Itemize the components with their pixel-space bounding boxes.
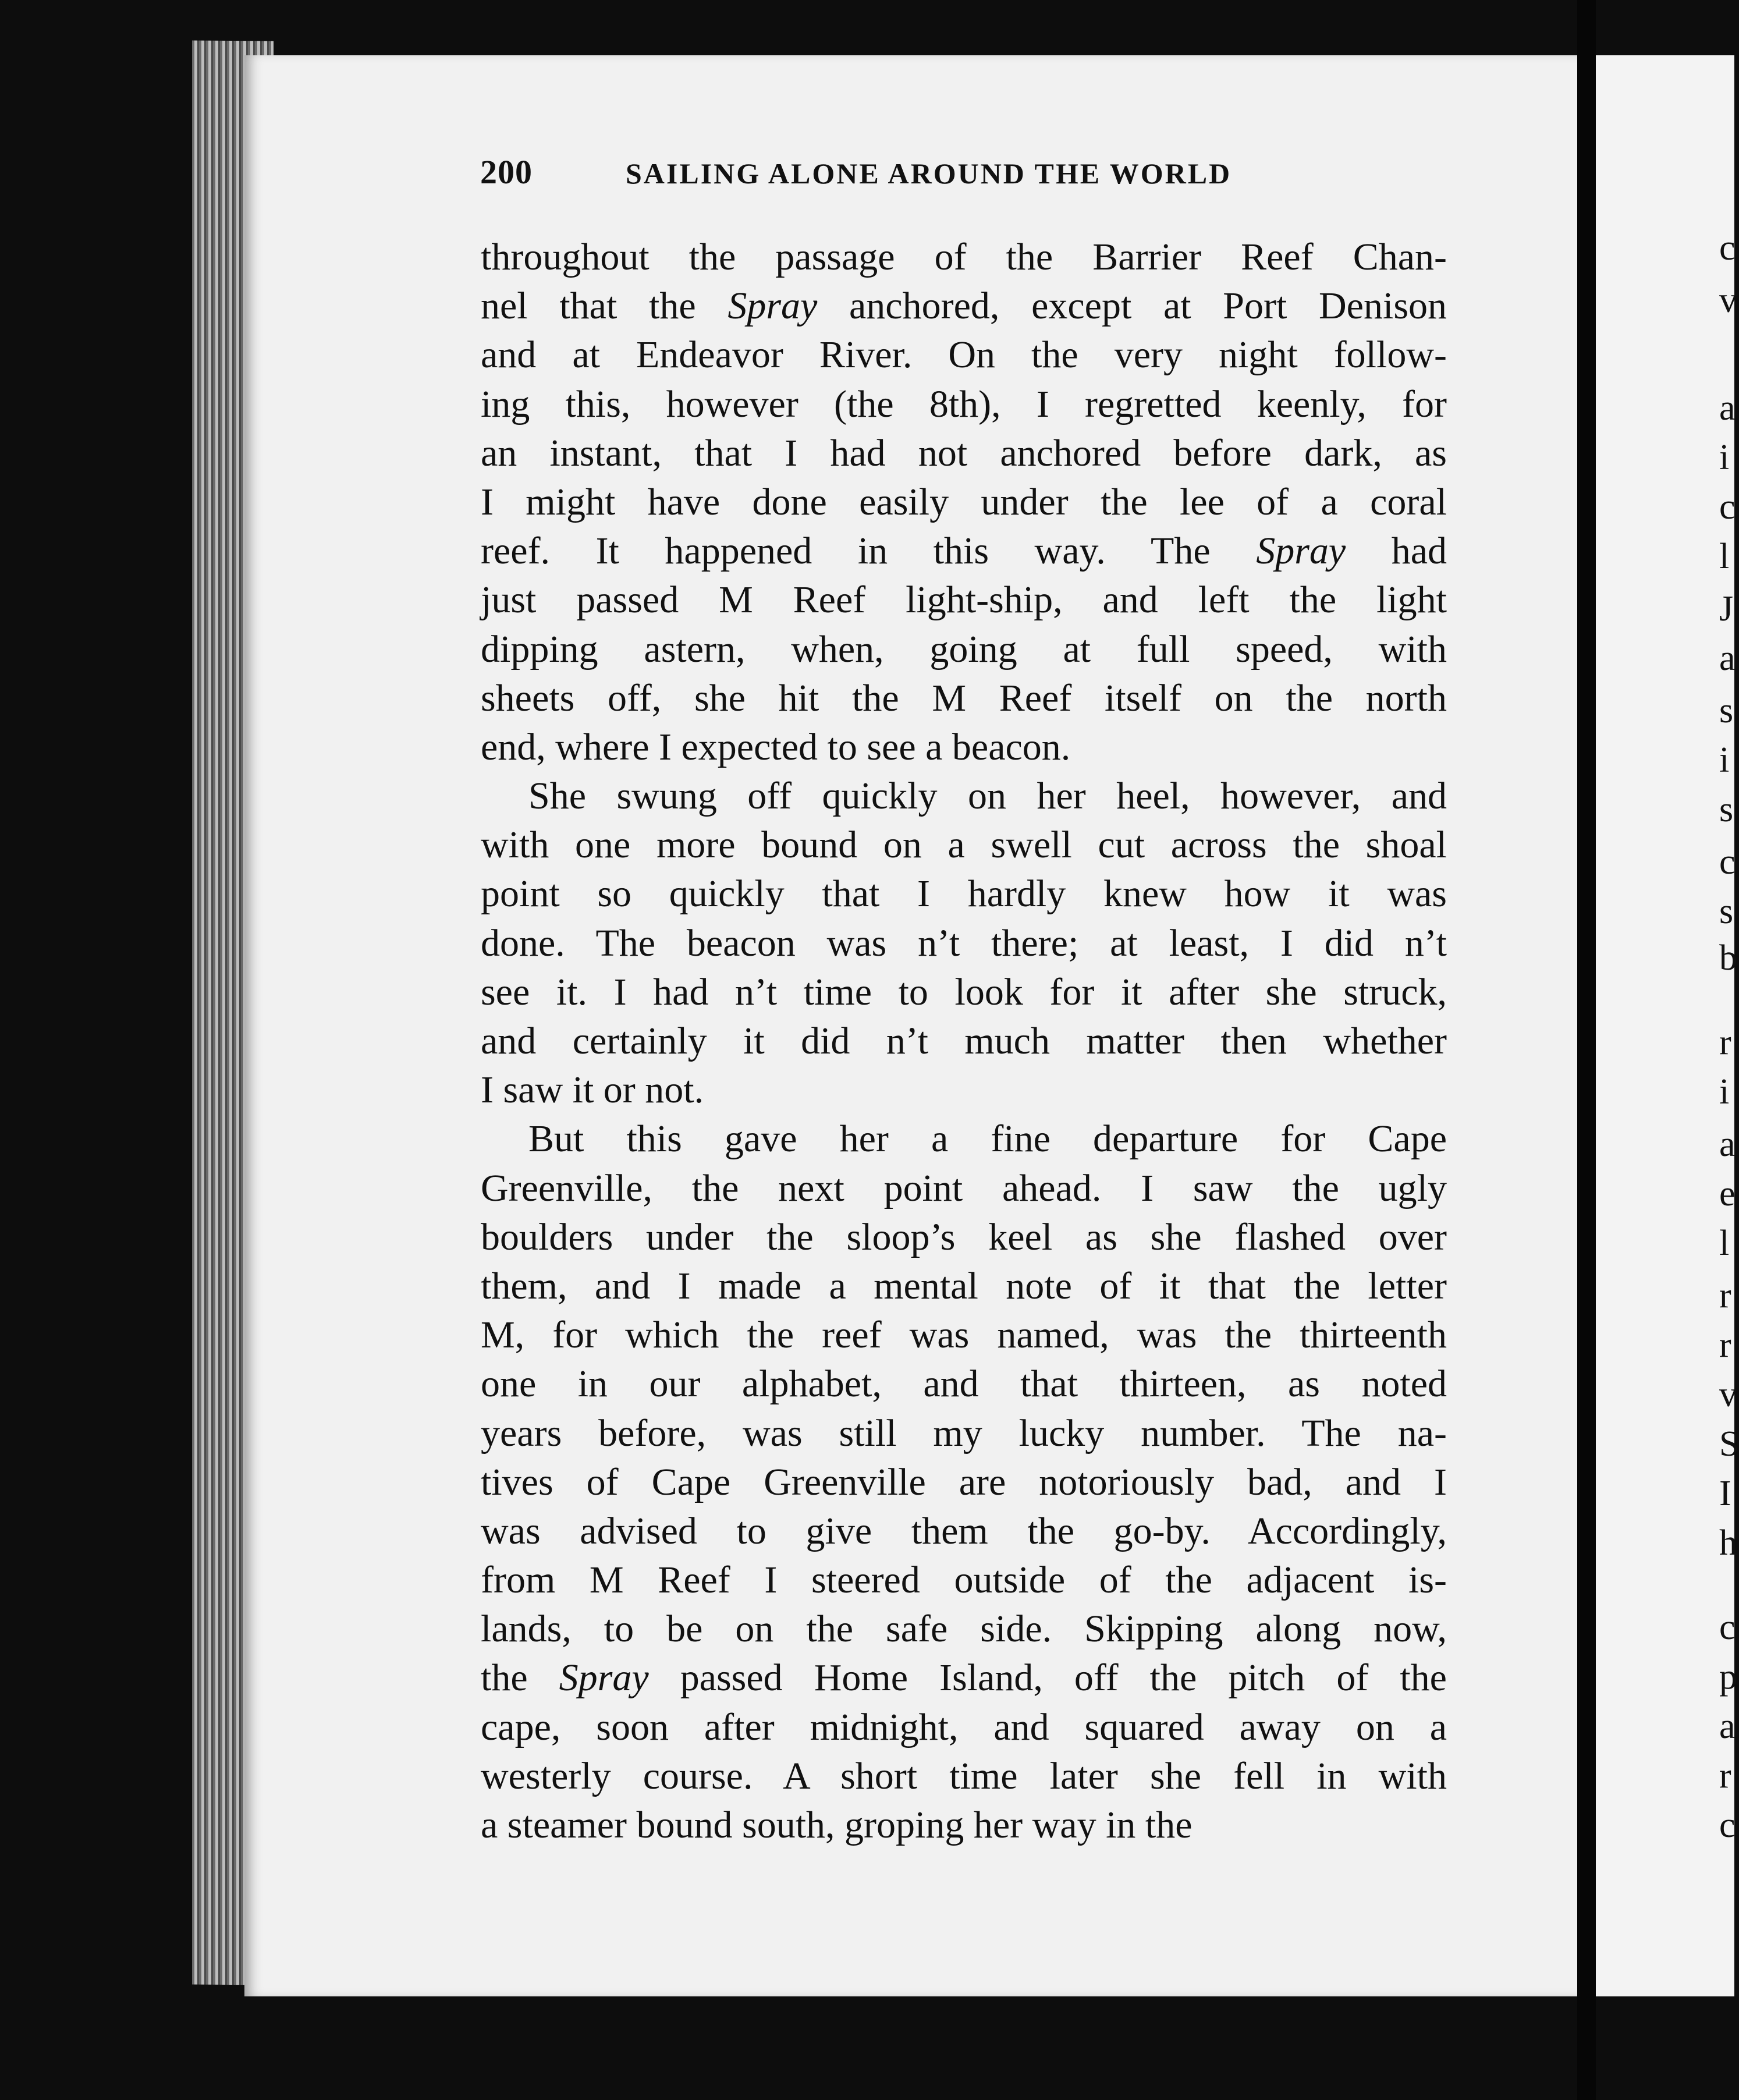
text-line xyxy=(481,527,1447,576)
text-run: the xyxy=(481,1656,559,1700)
text-run: I saw it or not. xyxy=(481,1069,704,1112)
text-line xyxy=(481,1066,1447,1115)
facing-page-glyph: i xyxy=(1719,1072,1730,1112)
facing-page-glyph: a xyxy=(1719,1125,1736,1164)
facing-page-glyph: e xyxy=(1719,1174,1736,1214)
text-run: them, and I made a mental note of it that the letter xyxy=(481,1264,1447,1307)
text-run: westerly course. A short time later she fell in with xyxy=(481,1754,1447,1797)
facing-page-glyph: a xyxy=(1719,388,1736,428)
facing-page-glyph: c xyxy=(1719,228,1736,268)
text-line xyxy=(481,478,1447,527)
text-line xyxy=(481,1311,1447,1360)
text-line xyxy=(481,821,1447,870)
text-line xyxy=(481,1654,1447,1702)
facing-page-glyph: h xyxy=(1719,1523,1737,1563)
text-run: ing this, however (the 8th), I regretted keenly, for xyxy=(481,382,1447,425)
text-run: passed Home Island, off the pitch of the xyxy=(648,1656,1447,1700)
text-line xyxy=(481,429,1447,478)
text-line xyxy=(481,1605,1447,1654)
text-line xyxy=(481,576,1447,625)
text-run: Greenville, the next point ahead. I saw the ugly xyxy=(481,1166,1447,1209)
text-run: tives of Cape Greenville are notoriously bad, and I xyxy=(481,1460,1447,1503)
book-gutter xyxy=(1577,0,1596,2100)
text-line xyxy=(481,282,1447,331)
text-line xyxy=(481,1556,1447,1605)
text-run: and at Endeavor River. On the very night follow- xyxy=(481,334,1447,377)
facing-page-glyph: S xyxy=(1719,1424,1739,1464)
text-line xyxy=(481,380,1447,429)
text-line xyxy=(481,1115,1447,1163)
text-run: cape, soon after midnight, and squared away on a xyxy=(481,1705,1447,1748)
body-text xyxy=(481,233,1447,1850)
facing-page-glyph: I xyxy=(1719,1474,1731,1513)
paragraph xyxy=(481,233,1447,772)
text-line xyxy=(481,723,1447,772)
facing-page-glyph: p xyxy=(1719,1657,1737,1697)
text-line xyxy=(481,870,1447,918)
facing-page-glyph: r xyxy=(1719,1325,1731,1365)
text-run: dipping astern, when, going at full speed, with xyxy=(481,627,1447,671)
text-run: end, where I expected to see a beacon. xyxy=(481,725,1071,768)
text-run: one in our alphabet, and that thirteen, as noted xyxy=(481,1363,1447,1406)
page-number: 200 xyxy=(480,153,533,191)
facing-page-glyph: r xyxy=(1719,1756,1731,1796)
facing-page-glyph: c xyxy=(1719,842,1736,882)
text-line xyxy=(481,919,1447,968)
text-line xyxy=(481,1213,1447,1262)
italic-ship-name: Spray xyxy=(559,1656,649,1700)
text-line xyxy=(481,674,1447,723)
text-run: I might have done easily under the lee of a coral xyxy=(481,480,1447,523)
text-run: just passed M Reef light-ship, and left the light xyxy=(481,579,1447,622)
facing-page-glyph: J xyxy=(1719,589,1734,629)
text-line xyxy=(481,968,1447,1017)
text-line xyxy=(481,1507,1447,1556)
facing-page-glyph: c xyxy=(1719,1608,1736,1647)
facing-page-glyph: c xyxy=(1719,1805,1736,1845)
text-run: boulders under the sloop’s keel as she flashed over xyxy=(481,1215,1447,1258)
paragraph xyxy=(481,772,1447,1115)
paragraph xyxy=(481,1115,1447,1850)
text-run: an instant, that I had not anchored before dark, as xyxy=(481,431,1447,474)
text-line xyxy=(481,1409,1447,1458)
facing-page-glyph: s xyxy=(1719,790,1734,829)
text-run: with one more bound on a swell cut across the shoal xyxy=(481,824,1447,867)
text-run: see it. I had n’t time to look for it after she struck, xyxy=(481,970,1447,1013)
text-run: She swung off quickly on her heel, however, and xyxy=(528,775,1447,818)
text-line xyxy=(481,233,1447,282)
text-line xyxy=(481,1017,1447,1066)
text-run: had xyxy=(1346,530,1447,573)
facing-page-glyph: c xyxy=(1719,487,1736,527)
text-line xyxy=(481,1752,1447,1801)
text-line xyxy=(481,772,1447,821)
running-head xyxy=(480,152,1289,191)
facing-page-glyph: i xyxy=(1719,740,1730,780)
italic-ship-name: Spray xyxy=(727,285,818,328)
text-run: from M Reef I steered outside of the adjacent is- xyxy=(481,1559,1447,1602)
facing-page-glyph: r xyxy=(1719,1276,1731,1315)
facing-page-glyph: b xyxy=(1719,938,1737,978)
text-line xyxy=(481,1262,1447,1311)
text-line xyxy=(481,1703,1447,1752)
text-line xyxy=(481,1458,1447,1507)
italic-ship-name: Spray xyxy=(1256,530,1346,573)
text-run: M, for which the reef was named, was the thirteenth xyxy=(481,1314,1447,1357)
facing-page-glyph: a xyxy=(1719,638,1736,678)
text-run: was advised to give them the go-by. Accordingly, xyxy=(481,1509,1447,1552)
facing-page-edge xyxy=(1596,55,1739,1996)
text-line xyxy=(481,1360,1447,1409)
facing-page-glyph: s xyxy=(1719,691,1734,730)
facing-page-glyph: s xyxy=(1719,892,1734,931)
facing-page-glyph: i xyxy=(1719,438,1730,477)
text-run: years before, was still my lucky number. The na- xyxy=(481,1411,1447,1455)
text-run: nel that the xyxy=(481,285,728,328)
text-line xyxy=(481,1164,1447,1213)
text-line xyxy=(481,331,1447,379)
text-run: anchored, except at Port Denison xyxy=(817,285,1447,328)
text-line xyxy=(481,625,1447,674)
facing-page-glyph: l xyxy=(1719,537,1730,576)
text-run: point so quickly that I hardly knew how it was xyxy=(481,872,1447,916)
text-line xyxy=(481,1801,1447,1850)
facing-page-glyph: a xyxy=(1719,1707,1736,1746)
text-run: sheets off, she hit the M Reef itself on the north xyxy=(481,676,1447,719)
facing-page-glyph: r xyxy=(1719,1023,1731,1062)
text-run: lands, to be on the safe side. Skipping along now, xyxy=(481,1608,1447,1651)
text-run: reef. It happened in this way. The xyxy=(481,530,1257,573)
running-head-title: SAILING ALONE AROUND THE WORLD xyxy=(626,157,1232,190)
text-run: and certainly it did n’t much matter then whether xyxy=(481,1020,1447,1062)
text-run: throughout the passage of the Barrier Reef Chan- xyxy=(481,236,1447,278)
facing-page-glyph: v xyxy=(1719,1375,1737,1414)
text-run: done. The beacon was n’t there; at least, I did n’t xyxy=(481,921,1447,964)
text-run: But this gave her a fine departure for Cape xyxy=(528,1118,1447,1161)
facing-page-glyph: l xyxy=(1719,1223,1730,1263)
facing-page-glyph: v xyxy=(1719,281,1737,320)
text-run: a steamer bound south, groping her way in the xyxy=(481,1804,1193,1846)
